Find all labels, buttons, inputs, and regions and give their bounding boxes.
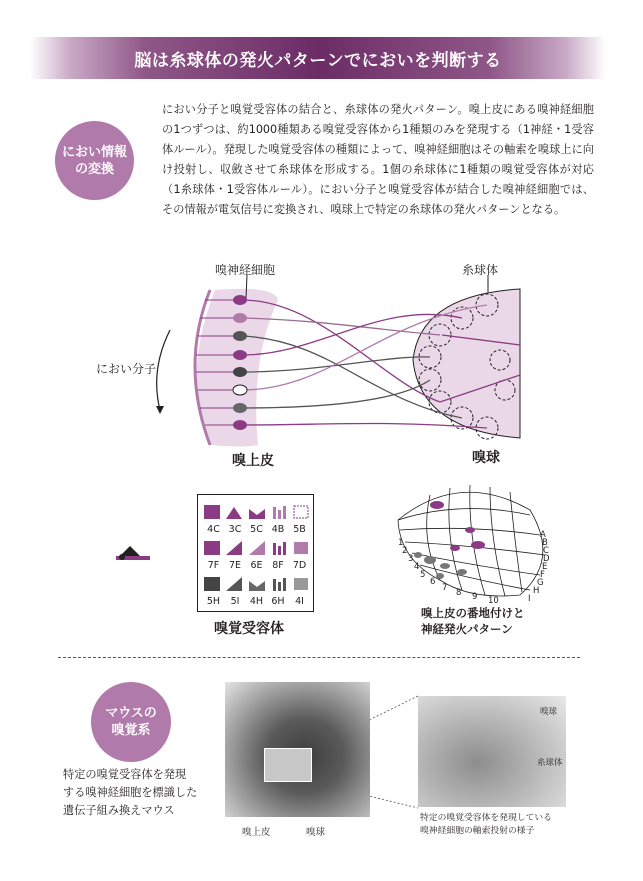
receptor-code: 5I — [230, 596, 240, 607]
map-number: 4 — [414, 562, 420, 572]
badge-line-1: マウスの — [105, 706, 157, 721]
photo-label-epithelium: 嗅上皮 — [242, 827, 271, 838]
odor-molecule-label: におい分子 — [96, 362, 157, 376]
map-letter: G — [537, 578, 544, 588]
intro-paragraph: におい分子と嗅覚受容体の結合と、糸球体の発火パターン。嗅上皮にある嗅神経細胞の1つずつは、約1000種類ある嗅覚受容体から1種類のみを発現する（1神経・1受容体ルール）。発現した嗅覚受容体の種類によって、嗅神経細胞はその軸索を嗅球上に向け投射し、収斂させて糸球体を形成する。1個の糸球体に1種類の嗅覚受容体が対応（1糸球体・1受容体ルール）。におい分子と嗅覚受容体が結合した嗅神経細胞では、その情報が電気信号に変換され、嗅球上で特定の糸球体の発火パターンとなる。 — [162, 103, 594, 216]
map-letter: A — [540, 530, 546, 540]
map-letter: C — [543, 546, 549, 556]
mouse-text-line: する嗅神経細胞を標識した — [63, 786, 198, 799]
receptor-code: 5H — [206, 596, 221, 607]
right-photo-label-bulb: 嗅球 — [540, 707, 558, 717]
map-number: 8 — [456, 588, 462, 598]
neuron-label: 嗅神経細胞 — [215, 263, 276, 277]
map-letter: E — [542, 562, 548, 572]
receptor-code: 6E — [250, 560, 263, 571]
map-caption-line: 嗅上皮の番地付けと — [421, 606, 525, 620]
receptor-icon — [204, 577, 220, 591]
map-number: 9 — [472, 592, 478, 602]
epithelium-label: 嗅上皮 — [232, 453, 274, 469]
right-caption-line: 特定の嗅覚受容体を発現している — [420, 813, 552, 823]
page-title: 脳は糸球体の発火パターンでにおいを判断する — [134, 50, 502, 71]
receptor-code: 7E — [228, 560, 242, 571]
receptor-code: 4B — [271, 524, 285, 535]
map-letter: D — [543, 554, 550, 564]
map-number: 6 — [430, 577, 436, 587]
receptor-icon — [226, 577, 242, 591]
map-letter: F — [540, 570, 545, 580]
receptor-code: 4C — [207, 524, 220, 535]
receptor-code: 7F — [207, 560, 220, 571]
bulb-label: 嗅球 — [472, 450, 500, 466]
receptor-code: 4H — [249, 596, 264, 607]
receptor-code: 4I — [295, 596, 304, 607]
receptor-icon — [271, 505, 287, 519]
badge-line-2: の変換 — [74, 161, 114, 177]
mouse-text-line: 特定の嗅覚受容体を発現 — [63, 768, 187, 781]
map-letter: B — [542, 538, 548, 548]
receptor-row — [204, 541, 309, 575]
receptor-row — [204, 577, 309, 611]
receptor-code: 6H — [271, 596, 285, 607]
map-number: 3 — [408, 554, 414, 564]
receptor-icon — [249, 541, 265, 555]
map-number: 1 — [398, 538, 404, 548]
section-badge-mouse — [91, 682, 171, 762]
right-caption-line: 嗅神経細胞の軸索投射の様子 — [420, 826, 535, 836]
glomerulus-label: 糸球体 — [462, 263, 499, 277]
right-photo-label-glomerulus: 糸球体 — [537, 758, 563, 768]
map-letter: I — [528, 594, 531, 604]
receptor-icon — [293, 577, 309, 591]
receptor-row — [204, 505, 309, 539]
map-number: 2 — [402, 546, 408, 556]
receptor-icon — [204, 541, 220, 555]
section-divider — [58, 657, 580, 658]
receptor-icon — [204, 505, 220, 519]
receptor-grid — [197, 494, 314, 612]
map-number: 7 — [442, 583, 448, 593]
olfactory-bulb — [413, 289, 520, 438]
badge-line-2: 嗅覚系 — [111, 723, 151, 738]
odor-arrow — [157, 330, 170, 410]
mouse-text-line: 遺伝子組み換えマウス — [63, 804, 175, 817]
right-photo-caption — [420, 812, 552, 838]
receptor-label: 嗅覚受容体 — [214, 621, 284, 637]
receptor-icon — [293, 505, 309, 519]
receptor-code: 5C — [250, 524, 263, 535]
map-number: 5 — [420, 570, 426, 580]
photo-label-bulb: 嗅球 — [306, 827, 326, 838]
map-letter: H — [533, 586, 540, 596]
receptor-icon — [271, 577, 287, 591]
receptor-icon — [249, 577, 265, 591]
receptor-code: 8F — [272, 560, 284, 571]
map-caption — [421, 605, 525, 637]
receptor-icon — [293, 541, 309, 555]
receptor-icon — [226, 541, 242, 555]
receptor-icon — [249, 505, 265, 519]
receptor-icon — [271, 541, 287, 555]
mouse-description — [63, 766, 223, 820]
receptor-code: 7D — [292, 560, 307, 571]
badge-line-1: におい情報 — [61, 144, 127, 160]
receptor-code: 5B — [293, 524, 306, 535]
map-number: 10 — [488, 596, 499, 606]
receptor-code: 3C — [228, 524, 242, 535]
photo-inset — [264, 748, 312, 782]
legend-glyph — [116, 546, 150, 560]
map-caption-line: 神経発火パターン — [421, 622, 513, 636]
receptor-icon — [226, 505, 242, 519]
